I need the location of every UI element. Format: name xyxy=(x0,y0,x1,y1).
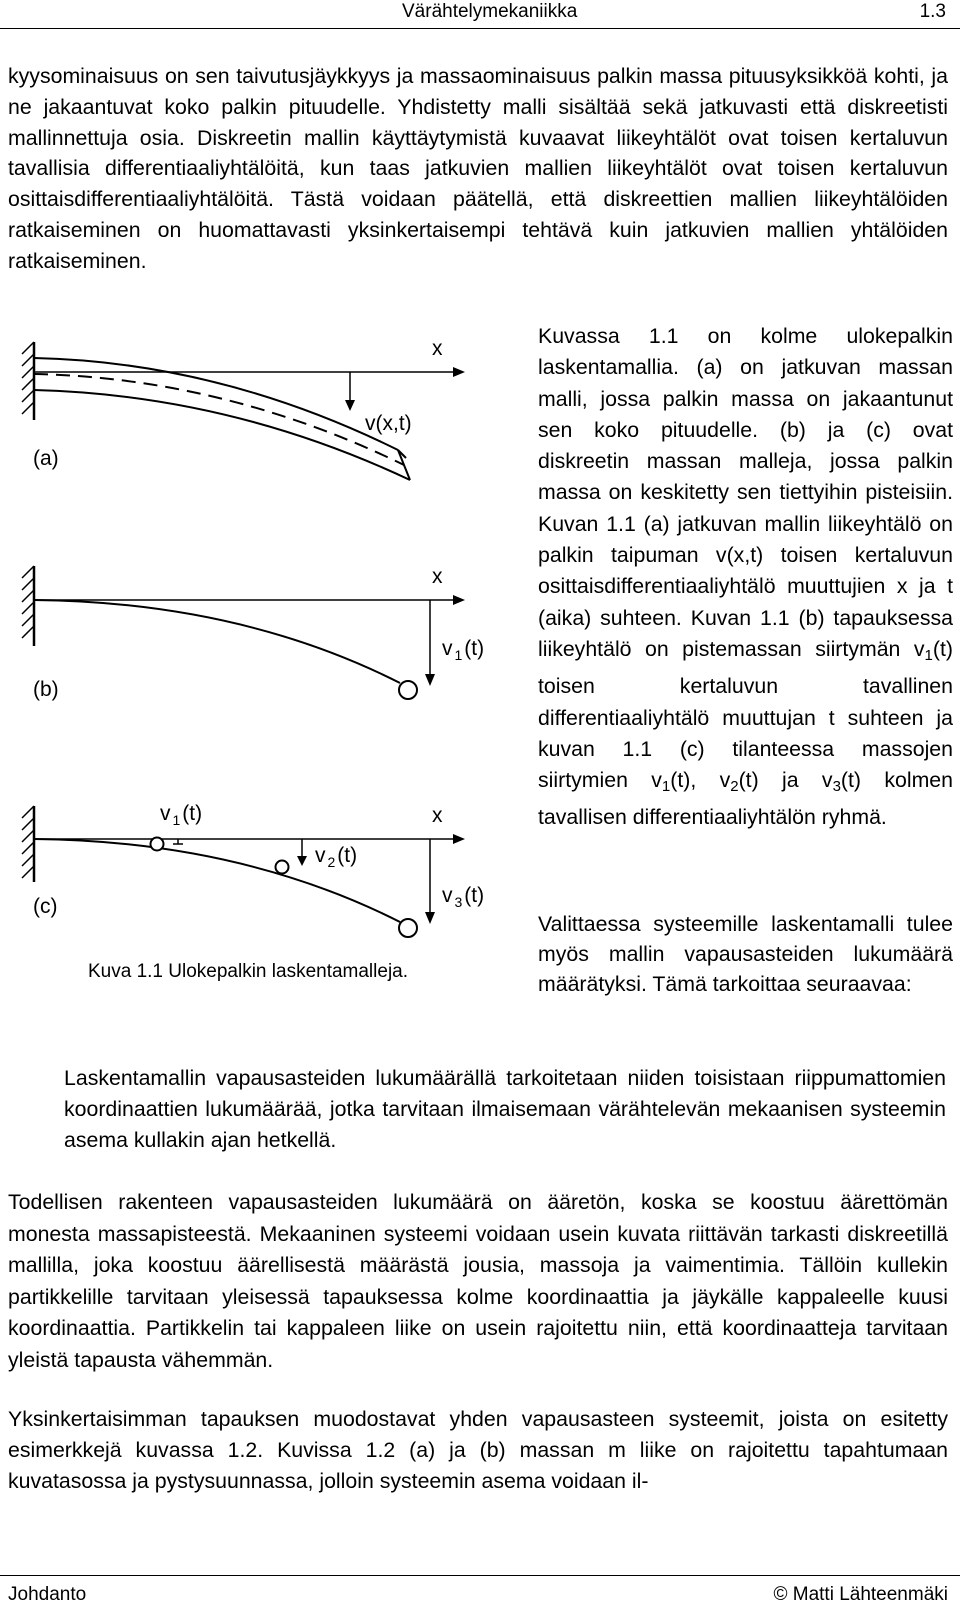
wall-a-hatch xyxy=(22,342,34,414)
definition-paragraph: Laskentamallin vapausasteiden lukumäärällä tarkoitetaan niiden toisistaan riippumattomien koordinaattien lukumäärää, jotka tarvitaan ilmaisemaan värähtelevän mekaanisen systeemin asema kullakin ajan hetkellä. xyxy=(64,1066,946,1152)
page-footer xyxy=(0,1575,960,1608)
running-title: Värähtelymekaniikka xyxy=(402,1,578,22)
vxt-arrowhead-a xyxy=(345,400,355,411)
x-axis-a-arrow xyxy=(453,367,465,377)
figure-description-paragraph: Kuvassa 1.1 on kolme ulokepalkin laskentamallia. (a) on jatkuvan massan malli, jossa palkin massa on jakaantunut sen koko pituudelle. (b) ja (c) ovat diskreetin massan malleja, jossa palkin massa on keskitetty sen tiettyihin pisteisiin. Kuvan 1.1 (a) jatkuvan mallin liikeyhtälö on palkin taipuman v(x,t) toisen kertaluvun osittaisdifferentiaaliyhtälö muuttujien x ja t (aika) suhteen. Kuvan 1.1 (b) tapauksessa liikeyhtälö on pistemassan siirtymän $v_1(t)$ toisen kertaluvun tavallinen differentiaaliyhtälö muuttujan t suhteen ja kuvan 1.1 (c) tilanteessa massojen siirtymien $v_1(t)$, $v_2(t)$ ja $v_3(t)$ kolmen tavallisen differentiaaliyhtälön ryhmä. xyxy=(538,324,953,830)
page-header xyxy=(0,0,960,29)
v2-label-c: v $_2$(t) xyxy=(315,844,358,870)
v1-label-b: v $_1$(t) xyxy=(442,637,485,663)
wall-c-hatch xyxy=(22,806,34,878)
label-b: (b) xyxy=(33,678,59,701)
fig-desc-part1: Kuvassa 1.1 on kolme ulokepalkin laskentamallia. (a) on jatkuvan massan malli, jossa palkin massa on jakaantunut sen koko pituudelle. (b) ja (c) ovat diskreetin massan malleja, jossa palkin massa on keskitetty sen tiettyihin pisteisiin. Kuvan 1.1 (a) jatkuvan mallin liikeyhtälö on palkin taipuman v(x,t) toisen kertaluvun osittaisdifferentiaaliyhtälö muuttujien x ja t (aika) suhteen. Kuvan 1.1 (b) tapauksessa liikeyhtälö on pistemassan siirtymän xyxy=(538,324,953,661)
vxt-label: v(x,t) xyxy=(365,412,412,435)
x-label-b: x xyxy=(432,565,443,588)
beam-a-lower xyxy=(34,390,410,480)
x-axis-c-arrow xyxy=(453,834,465,844)
cantilever-models-diagram xyxy=(20,310,530,1010)
degrees-of-freedom-paragraph: Todellisen rakenteen vapausasteiden lukumäärä on ääretön, koska se koostuu äärettömän monesta massapisteestä. Mekaaninen systeemi voidaan usein kuvata riittävän tarkasti diskreetillä mallilla, joka koostuu äärellisestä määrästä jousia, massoja ja vaimentimia. Tällöin kullekin partikkelille tarvitaan yleisessä tapauksessa kolme koordinaattia ja jäykälle kappaleelle kuusi koordinaattia. Partikkelin tai kappaleen liike on usein rajoitettu niin, että koordinaatteja tarvitaan yleistä tapausta vähemmän. xyxy=(8,1190,948,1372)
v1-label-c: v $_1$(t) xyxy=(160,802,203,828)
v2-arrowhead-c xyxy=(297,856,307,866)
intro-paragraph: kyysominaisuus on sen taivutusjäykkyys ja massaominaisuus palkin massa pituusyksikköä kohti, ja ne jakaantuvat koko palkin pituudelle. Yhdistetty malli sisältää sekä jatkuvasti että diskreetisti mallinnettuja osia. Diskreetin mallin käyttäytymistä kuvaavat liikeyhtälöt ovat toisen kertaluvun tavallisia differentiaaliyhtälöitä, kun taas jatkuvien mallien liikeyhtälöt ovat toisen kertaluvun osittaisdifferentiaaliyhtälöitä. Tästä voidaan päätellä, että diskreettien mallien liikeyhtälöiden ratkaiseminen on huomattavasti yksinkertaisempi tehtävä kuin jatkuvien mallien yhtälöiden ratkaiseminen. xyxy=(8,64,948,273)
v3-arrowhead-c xyxy=(425,912,435,924)
label-a: (a) xyxy=(33,447,59,470)
mass-c-2 xyxy=(276,861,289,874)
v3-symbol: $v_3(t)$ xyxy=(821,768,862,796)
footer-copyright: © Matti Lähteenmäki xyxy=(773,1584,948,1605)
beam-b xyxy=(34,600,400,683)
v1-symbol: $v_1(t)$ xyxy=(913,636,953,664)
model-selection-paragraph: Valittaessa systeemille laskentamalli tulee myös mallin vapausasteiden lukumäärä määrätyksi. Tämä tarkoittaa seuraavaa: xyxy=(538,912,953,996)
x-label-a: x xyxy=(432,337,443,360)
x-axis-b-arrow xyxy=(453,595,465,605)
label-c: (c) xyxy=(33,895,58,918)
mass-b xyxy=(399,681,417,699)
v1-symbol-2: $v_1(t)$, xyxy=(651,768,720,796)
model-c xyxy=(22,802,484,937)
figure-caption: Kuva 1.1 Ulokepalkin laskentamalleja. xyxy=(88,961,409,982)
wall-b-hatch xyxy=(22,566,34,638)
mass-c-3 xyxy=(399,919,417,937)
sdof-paragraph: Yksinkertaisimman tapauksen muodostavat yhden vapausasteen systeemit, joista on esitetty esimerkkejä kuvassa 1.2. Kuvissa 1.2 (a) ja (b) massan m liike on rajoitettu tapahtumaan kuvatasossa ja pystysuunnassa, jolloin systeemin asema voidaan il- xyxy=(8,1407,948,1493)
mass-c-1 xyxy=(151,838,164,851)
footer-chapter: Johdanto xyxy=(8,1584,87,1605)
fig-desc-part3: kolmen tavallisen differentiaaliyhtälön ryhmä. xyxy=(538,768,953,830)
v3-label-c: v $_3$(t) xyxy=(442,884,485,910)
v2-symbol: $v_2(t)$ xyxy=(719,768,759,796)
model-a xyxy=(22,337,465,480)
fig-desc-part2: toisen kertaluvun tavallinen differentiaaliyhtälö muuttujan t suhteen ja kuvan 1.1 (c) tilanteessa massojen siirtymien xyxy=(538,674,953,793)
v1-arrowhead-b xyxy=(425,674,435,686)
figure-1-1 xyxy=(20,310,530,1010)
beam-a-neutral-axis xyxy=(34,374,404,465)
page-number: 1.3 xyxy=(919,1,946,22)
model-b xyxy=(22,565,484,701)
x-label-c: x xyxy=(432,804,443,827)
